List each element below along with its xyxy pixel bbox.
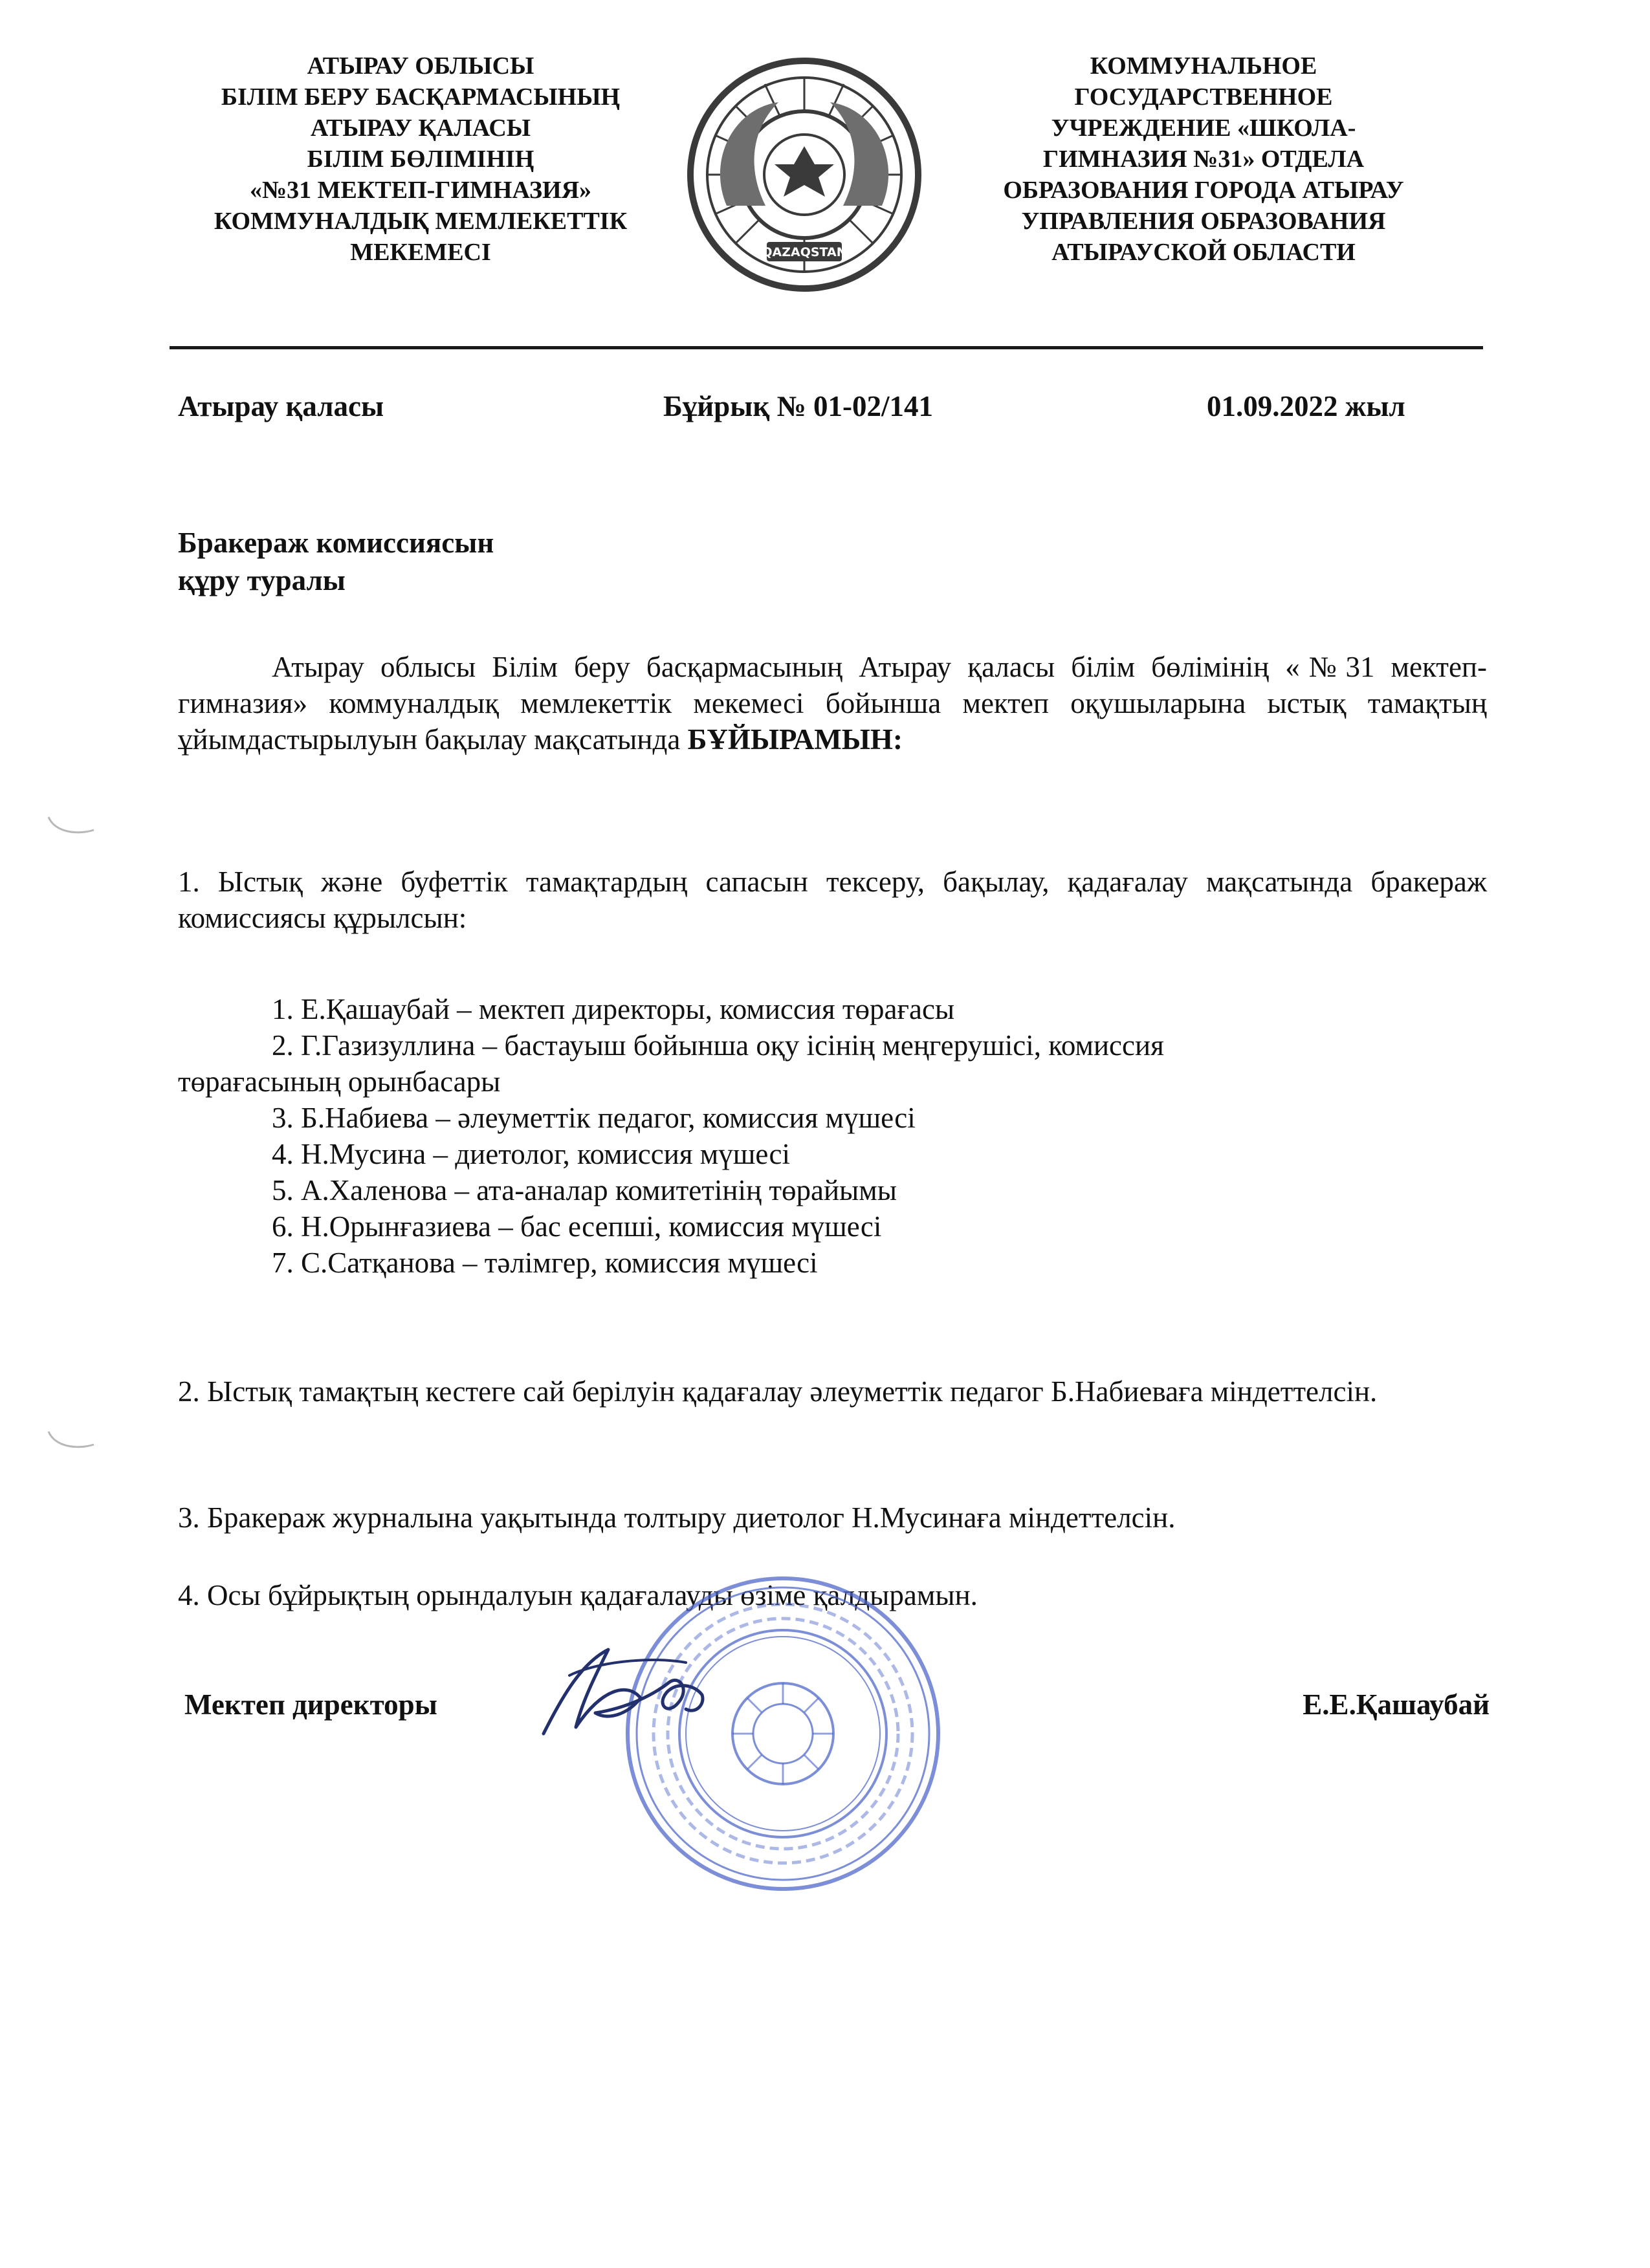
header-left-line: АТЫРАУ ҚАЛАСЫ <box>310 114 531 142</box>
header-left-line: БІЛІМ БЕРУ БАСҚАРМАСЫНЫҢ <box>221 83 621 111</box>
order-item-4: 4. Осы бұйрықтың орындалуын қадағалауды өзіме қалдырамын. <box>178 1579 978 1611</box>
director-signature-icon <box>531 1637 725 1753</box>
list-item: 4. Н.Мусина – диетолог, комиссия мүшесі <box>272 1138 790 1170</box>
header-right-line: ГИМНАЗИЯ №31» ОТДЕЛА <box>1042 146 1365 173</box>
punch-hole-mark-icon <box>45 1426 97 1452</box>
header-left-line: АТЫРАУ ОБЛЫСЫ <box>307 52 534 80</box>
signatory-name: Е.Е.Қашаубай <box>1303 1688 1490 1721</box>
header-right-line: ОБРАЗОВАНИЯ ГОРОДА АТЫРАУ <box>1003 177 1404 204</box>
order-subject <box>178 524 494 599</box>
header-left-line: КОММУНАЛДЫҚ МЕМЛЕКЕТТІК <box>214 208 628 235</box>
list-item: 6. Н.Орынғазиева – бас есепші, комиссия мүшесі <box>272 1210 882 1243</box>
list-item <box>272 1027 1487 1063</box>
list-item-text: 2. Г.Газизуллина – бастауыш бойынша оқу ісінің меңгерушісі, комиссия <box>272 1029 1164 1062</box>
list-item-continuation: төрағасының орынбасары <box>178 1065 501 1098</box>
subject-line: құру туралы <box>178 564 346 596</box>
emblem-text: QAZAQSTAN <box>762 245 847 259</box>
list-item: 5. А.Халенова – ата-аналар комитетінің төрайымы <box>272 1174 897 1206</box>
order-keyword: БҰЙЫРАМЫН <box>687 723 893 756</box>
header-left-line: «№31 МЕКТЕП-ГИМНАЗИЯ» <box>249 177 592 204</box>
order-number: Бұйрық № 01-02/141 <box>663 390 933 422</box>
header-divider <box>170 346 1483 349</box>
header-left-kazakh <box>188 50 654 268</box>
list-item: 7. С.Сатқанова – тәлімгер, комиссия мүшесі <box>272 1247 818 1279</box>
order-keyword-colon: : <box>892 723 903 756</box>
subject-line: Бракераж комиссиясын <box>178 527 494 559</box>
order-date: 01.09.2022 жыл <box>1207 390 1405 422</box>
order-item-1: 1. Ыстық және буфеттік тамақтардың сапасын тексеру, бақылау, қадағалау мақсатында бракераж комиссиясы құрылсын: <box>178 866 1487 934</box>
list-item: 1. Е.Қашаубай – мектеп директоры, комиссия төрағасы <box>272 993 955 1025</box>
header-right-line: АТЫРАУСКОЙ ОБЛАСТИ <box>1051 239 1356 266</box>
intro-text: Атырау облысы Білім беру басқармасының Атырау қаласы білім бөлімінің «№31 мектеп-гимназия» коммуналдық мемлекеттік мекемесі бойынша мектеп оқушыларына ыстық тамақтың ұйымдастырылуын бақылау мақсатында <box>178 651 1487 756</box>
state-emblem-icon <box>681 50 927 295</box>
order-item-3: 3. Бракераж журналына уақытында толтыру диетолог Н.Мусинаға міндеттелсін. <box>178 1501 1176 1534</box>
header-right-line: УЧРЕЖДЕНИЕ «ШКОЛА- <box>1051 114 1356 142</box>
header-right-line: КОММУНАЛЬНОЕ <box>1090 52 1317 80</box>
header-left-line: БІЛІМ БӨЛІМІНІҢ <box>307 146 534 173</box>
signatory-title: Мектеп директоры <box>184 1688 437 1721</box>
commission-members-list <box>178 991 1487 1281</box>
order-item-2: 2. Ыстық тамақтың кестеге сай берілуін қадағалау әлеуметтік педагог Б.Набиеваға міндеттелсін. <box>178 1375 1378 1408</box>
header-left-line: МЕКЕМЕСІ <box>350 239 491 266</box>
punch-hole-mark-icon <box>45 812 97 838</box>
intro-paragraph <box>178 649 1487 758</box>
document-city: Атырау қаласы <box>178 390 384 422</box>
header-right-line: ГОСУДАРСТВЕННОЕ <box>1074 83 1333 111</box>
header-right-line: УПРАВЛЕНИЯ ОБРАЗОВАНИЯ <box>1021 208 1386 235</box>
list-item: 3. Б.Набиева – әлеуметтік педагог, комиссия мүшесі <box>272 1102 916 1134</box>
header-right-russian <box>951 50 1456 268</box>
